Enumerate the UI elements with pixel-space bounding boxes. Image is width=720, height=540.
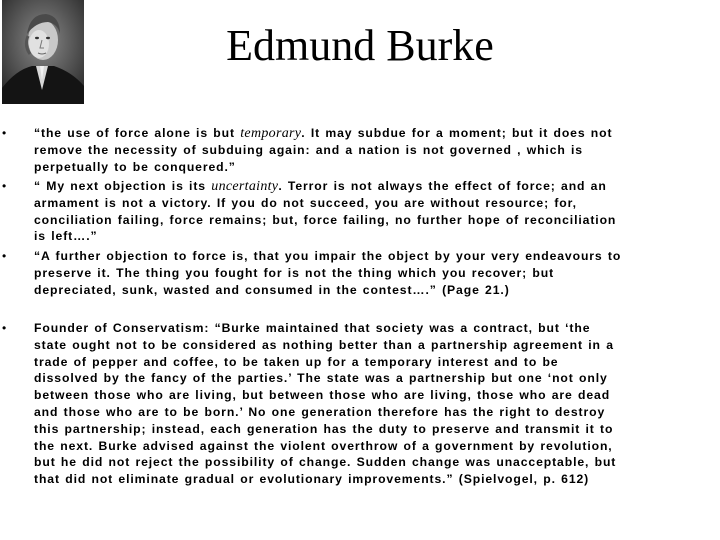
bullet-line (34, 404, 696, 421)
bullet-line (34, 282, 696, 299)
page-title: Edmund Burke (226, 21, 494, 70)
emphasis-text: uncertainty (211, 179, 279, 194)
text-run: is left….” (34, 229, 98, 244)
text-run: “the use of force alone is but (34, 126, 241, 140)
bullet-line (34, 387, 696, 404)
text-run: the next. Burke advised against the violent overthrow of a government by revolution, (34, 438, 613, 453)
text-run: that did not eliminate gradual or evolutionary improvements.” (Spielvogel, p. 612) (34, 472, 590, 487)
bullet-line (34, 195, 696, 212)
bullet-line (34, 370, 696, 387)
bullet-text (34, 320, 696, 488)
bullet-dot-icon: • (2, 321, 7, 335)
bullet-line (34, 125, 696, 142)
bullet-line (34, 265, 696, 282)
bullet-line (34, 438, 696, 455)
bullet-line (34, 142, 696, 159)
bullet-text (34, 125, 696, 175)
text-run: trade of pepper and coffee, to be taken up for a temporary interest and to be (34, 354, 559, 369)
bullet-line (34, 454, 696, 471)
text-run: armament is not a victory. If you do not succeed, you are without resource; for, (34, 195, 577, 210)
bullet-line (34, 471, 696, 488)
text-run: perpetually to be conquered.” (34, 159, 236, 174)
text-run: preserve it. The thing you fought for is not the thing which you recover; but (34, 265, 555, 280)
text-run: . Terror is not always the effect of force; and an (278, 179, 607, 193)
bullet-line (34, 421, 696, 438)
text-run: “ My next objection is its (34, 179, 212, 193)
bullet-line (34, 212, 696, 229)
text-run: depreciated, sunk, wasted and consumed in the contest….” (Page 21.) (34, 282, 510, 297)
text-run: dissolved by the fancy of the parties.’ The state was a partnership but one ‘not only (34, 371, 608, 386)
bullet-line (34, 337, 696, 354)
bullet-dot-icon: • (2, 249, 7, 263)
text-run: state ought not to be considered as nothing better than a partnership agreement in a (34, 337, 614, 352)
text-run: but he did not reject the possibility of change. Sudden change was unacceptable, but (34, 455, 617, 470)
text-run: conciliation failing, force remains; but, force failing, no further hope of reconciliation (34, 212, 617, 227)
bullet-dot-icon: • (2, 126, 7, 140)
bullet-dot-icon: • (2, 179, 7, 193)
bullet-line (34, 159, 696, 176)
bullet-line (34, 248, 696, 265)
bullet-text (34, 248, 696, 298)
text-run: Founder of Conservatism: “Burke maintained that society was a contract, but ‘the (34, 321, 591, 335)
bullet-text (34, 178, 696, 245)
text-run: between those who are living, but between those who are living, those who are dead (34, 388, 611, 403)
text-run: and those who are to be born.’ No one generation therefore has the right to destroy (34, 404, 606, 419)
text-run: remove the necessity of subduing again: and a nation is not governed , which is (34, 142, 583, 157)
text-run: this partnership; instead, each generation has the duty to preserve and transmit it to (34, 421, 614, 436)
bullet-line (34, 354, 696, 371)
emphasis-text: temporary (240, 126, 302, 141)
bullet-line (34, 178, 696, 195)
bullet-line (34, 228, 696, 245)
text-run: “A further objection to force is, that you impair the object by your very endeavours to (34, 249, 622, 263)
bullet-line (34, 320, 696, 337)
text-run: . It may subdue for a moment; but it does not (301, 126, 613, 140)
